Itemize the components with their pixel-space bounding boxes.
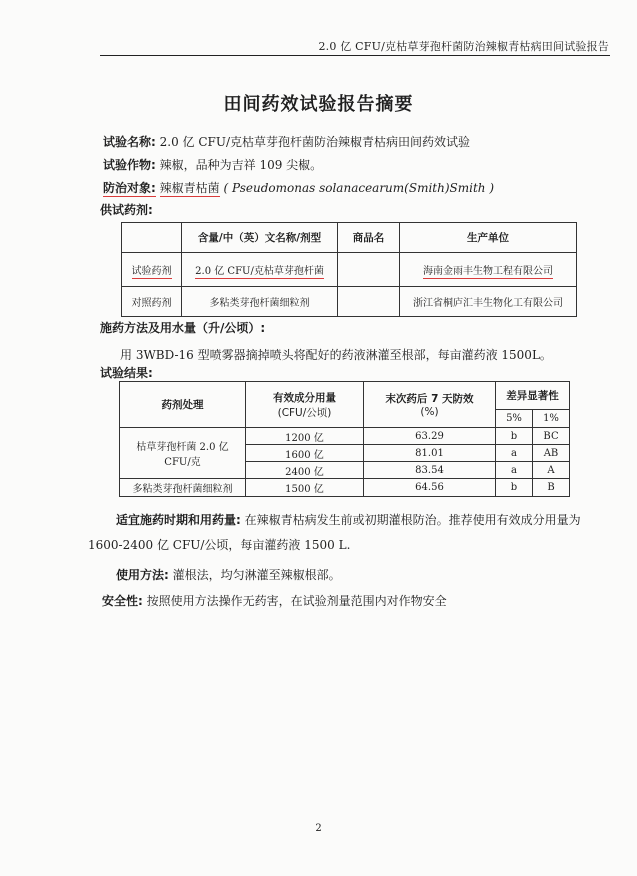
results-sig1: A: [533, 462, 570, 479]
results-header-treatment: 药剂处理: [120, 382, 246, 428]
timing-label: 适宜施药时期和用药量:: [116, 513, 241, 527]
results-dose: 1200 亿: [246, 428, 364, 445]
results-table: [119, 381, 570, 497]
dose-header-text: 有效成分用量: [273, 391, 336, 404]
supply-header-trade: 商品名: [338, 223, 400, 253]
supply-header-name: 含量/中（英）文名称/剂型: [182, 223, 338, 253]
results-sig5: b: [496, 479, 533, 497]
results-treatment-bs: [120, 428, 246, 479]
usage-label: 使用方法:: [116, 568, 169, 582]
results-header-dose: [246, 382, 364, 428]
supply-row-control: [122, 287, 577, 317]
supply-table: [121, 222, 577, 317]
supply-line: [100, 201, 153, 218]
results-label: [100, 364, 153, 381]
results-dose: 1500 亿: [246, 479, 364, 497]
treatment-line-1: 枯草芽孢杆菌 2.0 亿: [136, 442, 229, 453]
supply-maker: 海南金雨丰生物工程有限公司: [423, 266, 553, 277]
results-sig5: b: [496, 428, 533, 445]
supply-type: 试验药剂: [131, 266, 172, 277]
supply-maker: 浙江省桐庐汇丰生物化工有限公司: [400, 287, 577, 317]
supply-table-header: [122, 223, 577, 253]
test-name-value: 2.0 亿 CFU/克枯草芽孢杆菌防治辣椒青枯病田间药效试验: [159, 135, 471, 149]
results-efficacy: 81.01: [364, 445, 496, 462]
results-label-text: 试验结果:: [100, 366, 153, 380]
results-sig5: a: [496, 462, 533, 479]
supply-product-name: 2.0 亿 CFU/克枯草芽孢杆菌: [195, 266, 324, 277]
efficacy-header-text: 末次药后 7 天防效: [385, 393, 474, 405]
supply-trade-name: [338, 287, 400, 317]
supply-header-blank: [122, 223, 182, 253]
test-name-label: 试验名称:: [103, 135, 156, 149]
results-header-efficacy: [364, 382, 496, 428]
target-label: 防治对象:: [103, 181, 156, 195]
results-sig5: a: [496, 445, 533, 462]
results-treatment: 多粘类芽孢杆菌细粒剂: [120, 479, 246, 497]
supply-type: 对照药剂: [122, 287, 182, 317]
crop-label: 试验作物:: [103, 158, 156, 172]
crop-value: 辣椒，品种为吉祥 109 尖椒。: [159, 158, 323, 172]
results-efficacy: 64.56: [364, 479, 496, 497]
application-text: 用 3WBD-16 型喷雾器摘掉喷头将配好的药液淋灌至根部，每亩灌药液 1500L。: [120, 348, 552, 362]
usage-line: [116, 566, 341, 583]
timing-text-2: 1600-2400 亿 CFU/公顷，每亩灌药液 1500 L.: [88, 538, 351, 552]
supply-row-test: [122, 253, 577, 287]
supply-header-maker: 生产单位: [400, 223, 577, 253]
running-header: 2.0 亿 CFU/克枯草芽孢杆菌防治辣椒青枯病田间试验报告: [318, 40, 609, 53]
results-sig1: BC: [533, 428, 570, 445]
treatment-line-2: CFU/克: [164, 457, 201, 468]
timing-paragraph: [116, 508, 606, 532]
results-sig1: AB: [533, 445, 570, 462]
table-row: [120, 428, 570, 445]
application-label-text: 施药方法及用水量（升/公顷）:: [100, 321, 266, 335]
timing-line-1: [116, 508, 606, 532]
supply-product-name: 多粘类芽孢杆菌细粒剂: [182, 287, 338, 317]
results-header-significance: 差异显著性: [496, 382, 570, 410]
safety-label: 安全性:: [102, 594, 143, 608]
test-name-line: [103, 133, 470, 150]
target-value: 辣椒青枯菌: [159, 181, 220, 195]
results-dose: 2400 亿: [246, 462, 364, 479]
results-sig1: B: [533, 479, 570, 497]
page-title: 田间药效试验报告摘要: [223, 94, 414, 115]
results-header-sig5: 5%: [496, 410, 533, 428]
safety-text: 按照使用方法操作无药害，在试验剂量范围内对作物安全: [146, 594, 447, 608]
target-line: [103, 179, 494, 196]
page-number: 2: [315, 823, 322, 834]
table-row: [120, 479, 570, 497]
dose-header-unit: (CFU/公顷): [277, 406, 332, 419]
supply-trade-name: [338, 253, 400, 287]
efficacy-header-unit: (%): [420, 406, 439, 418]
application-label: [100, 319, 265, 336]
results-efficacy: 63.29: [364, 428, 496, 445]
safety-line: [102, 592, 447, 609]
results-efficacy: 83.54: [364, 462, 496, 479]
target-latin: ( Pseudomonas solanacearum(Smith)Smith ): [223, 181, 494, 195]
usage-text: 灌根法，均匀淋灌至辣椒根部。: [172, 568, 341, 582]
results-dose: 1600 亿: [246, 445, 364, 462]
timing-text-1: 在辣椒青枯病发生前或初期灌根防治。推荐使用有效成分用量为: [244, 513, 581, 527]
results-header-sig1: 1%: [533, 410, 570, 428]
results-header-row-1: [120, 382, 570, 410]
header-rule: [100, 55, 610, 56]
crop-line: [103, 156, 322, 173]
supply-label: 供试药剂:: [100, 203, 153, 217]
